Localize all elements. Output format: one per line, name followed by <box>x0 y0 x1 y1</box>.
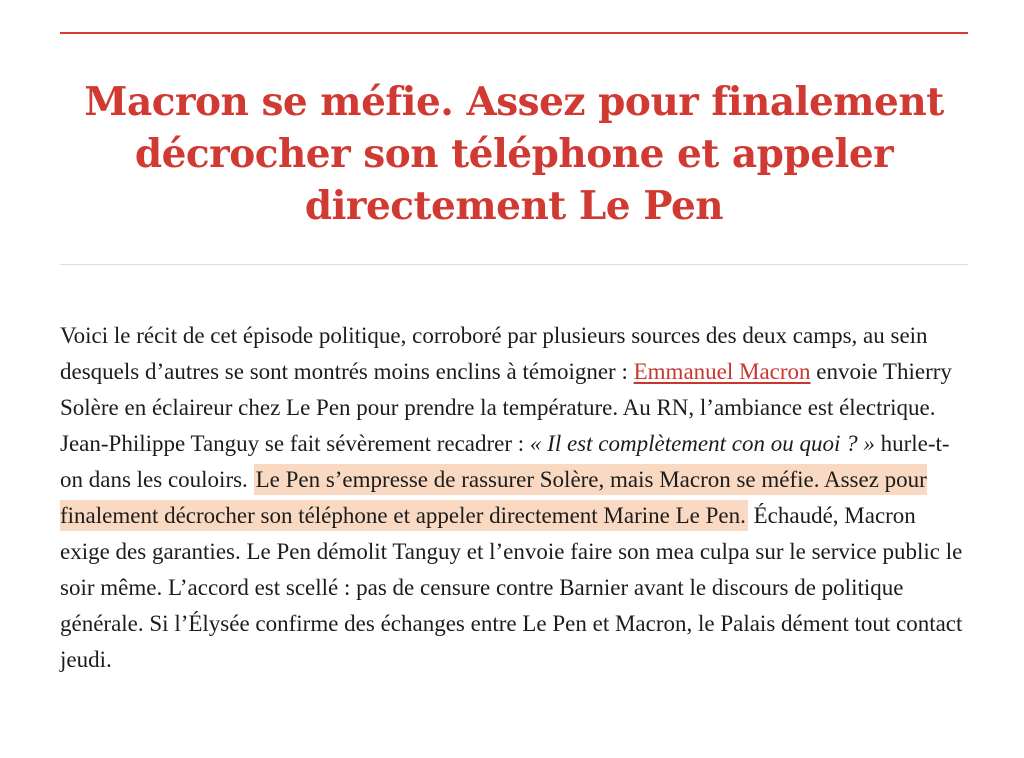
emmanuel-macron-link[interactable]: Emmanuel Macron <box>633 359 811 384</box>
highlighted-passage: Le Pen s’empresse de rassurer Solère, mais Macron se méfie. Assez pour finalement décrocher son téléphone et appeler directement Marine Le Pen. <box>60 464 927 531</box>
paragraph-intro: Voici le récit de cet épisode politique, corroboré par plusieurs sources des deux camps, au sein desquels d’autres se sont montrés moins enclins à témoigner : <box>60 323 928 384</box>
paragraph-quote: « Il est complètement con ou quoi ? » <box>529 431 875 456</box>
paragraph-closing: Échaudé, Macron exige des garanties. Le Pen démolit Tanguy et l’envoie faire son mea culpa sur le service public le soir même. L’accord est scellé : pas de censure contre Barnier avant le discours de politique générale. Si l’Élysée confirme des échanges entre Le Pen et Macron, le Palais dément tout contact jeudi. <box>60 503 963 672</box>
article-paragraph <box>60 318 966 678</box>
headline-divider <box>60 264 968 265</box>
paragraph-after-quote: hurle-t-on dans les couloirs. <box>60 431 950 492</box>
top-divider <box>60 32 968 34</box>
paragraph-after-link: envoie Thierry Solère en éclaireur chez Le Pen pour prendre la température. Au RN, l’ambiance est électrique. Jean-Philippe Tanguy se fait sévèrement recadrer : <box>60 359 952 456</box>
article-headline: Macron se méfie. Assez pour finalement décrocher son téléphone et appeler directement Le Pen <box>84 79 944 229</box>
